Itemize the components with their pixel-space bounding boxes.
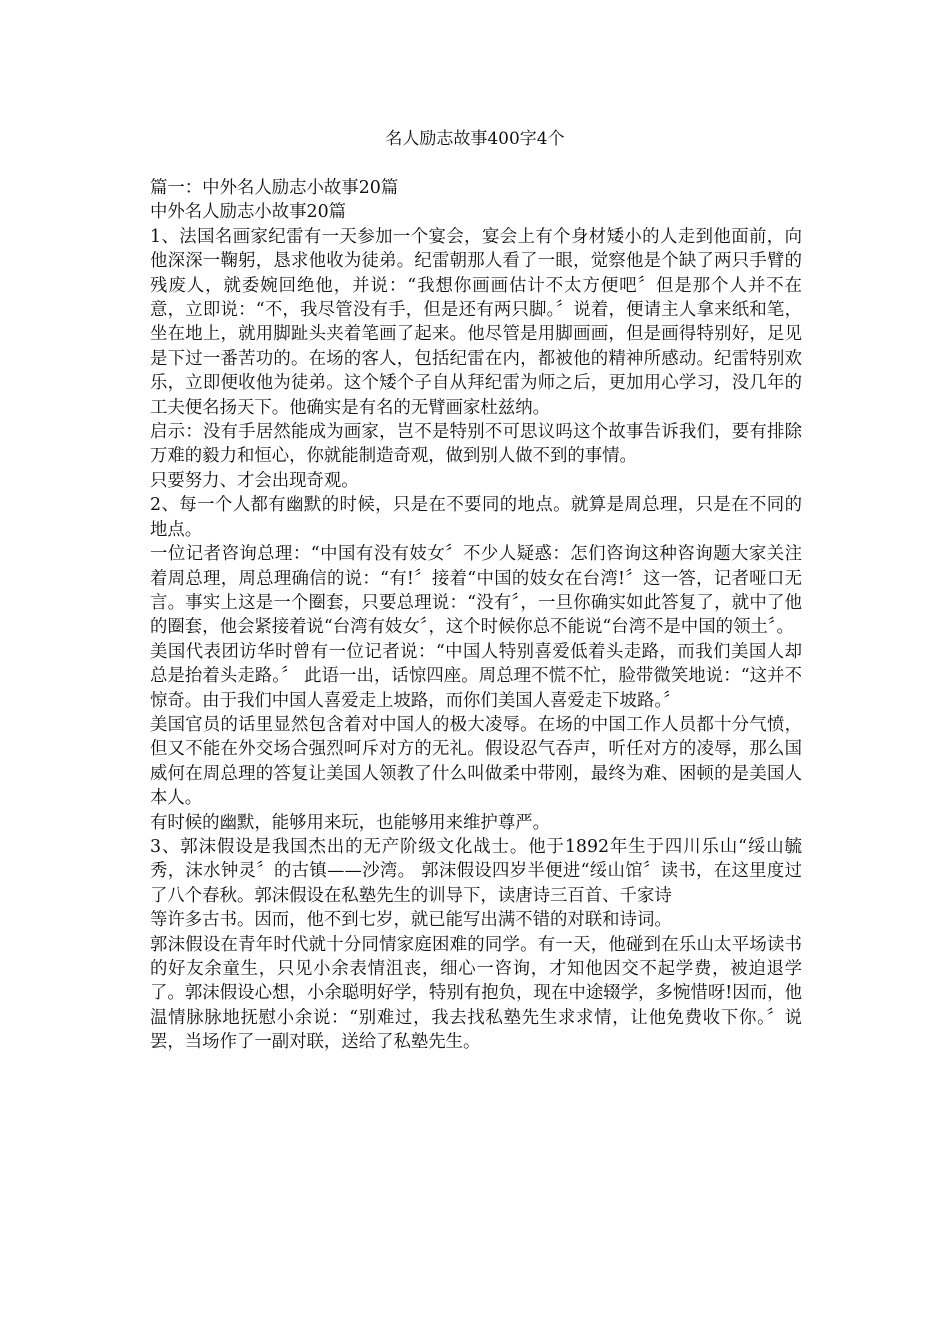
story-paragraph: 等许多古书。因而，他不到七岁，就已能写出满不错的对联和诗词。 [150,910,672,931]
story-paragraph: 一位记者咨询总理：“中国有没有妓女〞不少人疑惑：怎们咨询这种咨询题大家关注着周总理，周总理确信的说：“有!〞接着“中国的妓女在台湾!〞这一答，记者哑口无言。事实上这是一个圈套，只要总理说：“没有〞，一旦你确实如此答复了，就中了他的圈套，他会紧接着说“台湾有妓女〞，这个时候你总不能说“台湾不是中国的领土〞。 [150,544,802,638]
document-body [150,176,802,1055]
story-paragraph: 只要努力、才会出现奇观。 [150,470,359,491]
story-paragraph: 美国代表团访华时曾有一位记者说：“中国人特别喜爱低着头走路，而我们美国人却总是抬着头走路。〞 此语一出，话惊四座。周总理不慌不忙，脸带微笑地说：“这并不惊奇。由于我们中国人喜爱走上坡路，而你们美国人喜爱走下坡路。〞 [150,641,802,711]
section-heading: 篇一：中外名人励志小故事20篇 [150,178,399,198]
article-heading: 中外名人励志小故事20篇 [150,202,347,223]
story-paragraph: 1、法国名画家纪雷有一天参加一个宴会，宴会上有个身材矮小的人走到他面前，向他深深一鞠躬，恳求他收为徒弟。纪雷朝那人看了一眼，觉察他是个缺了两只手臂的残废人，就委婉回绝他，并说：“我想你画画估计不太方便吧〞但是那个人并不在意，立即说：“不，我尽管没有手，但是还有两只脚。〞说着，便请主人拿来纸和笔，坐在地上，就用脚趾头夹着笔画了起来。他尽管是用脚画画，但是画得特别好，足见是下过一番苦功的。在场的客人，包括纪雷在内，都被他的精神所感动。纪雷特别欢乐，立即便收他为徒弟。这个矮个子自从拜纪雷为师之后，更加用心学习，没几年的工夫便名扬天下。他确实是有名的无臂画家杜兹纳。 [150,226,802,418]
story-paragraph: 启示：没有手居然能成为画家，岂不是特别不可思议吗这个故事告诉我们，要有排除万难的毅力和恒心，你就能制造奇观，做到别人做不到的事情。 [150,422,802,467]
story-paragraph: 有时候的幽默，能够用来玩，也能够用来维护尊严。 [150,812,550,833]
story-paragraph: 3、郭沫假设是我国杰出的无产阶级文化战士。他于1892年生于四川乐山“绥山毓秀，沫水钟灵〞的古镇——沙湾。 郭沫假设四岁半便进“绥山馆〞读书，在这里度过了八个春秋。郭沫假设在私塾先生的训导下，读唐诗三百首、千家诗 [150,836,802,906]
document-title: 名人励志故事400字4个 [385,129,565,149]
story-paragraph: 郭沫假设在青年时代就十分同情家庭困难的同学。有一天，他碰到在乐山太平场读书的好友余童生，只见小余表情沮丧，细心一咨询，才知他因交不起学费，被迫退学了。郭沫假设心想，小余聪明好学，特别有抱负，现在中途辍学，多惋惜呀!因而，他温情脉脉地抚慰小余说：“别难过，我去找私塾先生求求情，让他免费收下你。〞说罢，当场作了一副对联，送给了私塾先生。 [150,934,802,1053]
story-paragraph: 2、每一个人都有幽默的时候，只是在不要同的地点。就算是周总理，只是在不同的地点。 [150,495,802,540]
story-paragraph: 美国官员的话里显然包含着对中国人的极大凌辱。在场的中国工作人员都十分气愤，但又不能在外交场合强烈呵斥对方的无礼。假设忍气吞声，听任对方的凌辱，那么国威何在周总理的答复让美国人领教了什么叫做柔中带刚，最终为难、困顿的是美国人本人。 [150,714,802,809]
